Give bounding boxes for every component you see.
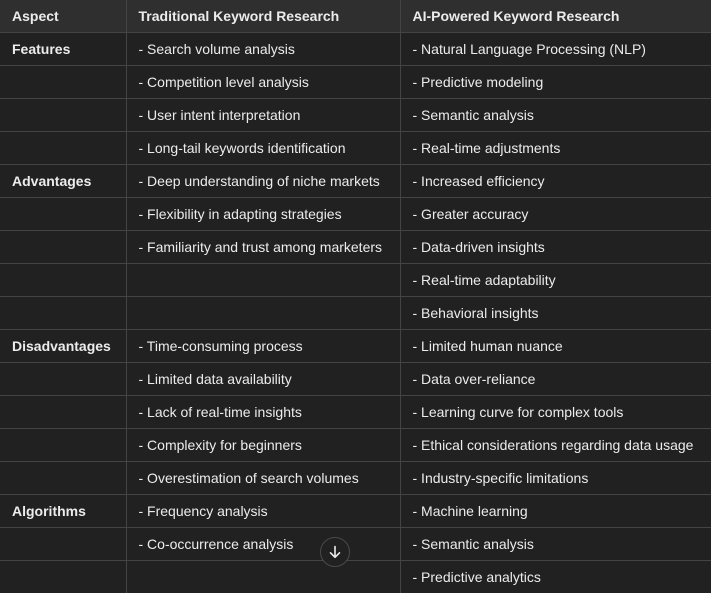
ai-powered-cell: - Increased efficiency xyxy=(400,164,711,197)
header-aspect: Aspect xyxy=(0,0,126,32)
traditional-cell: - Long-tail keywords identification xyxy=(126,131,400,164)
table-row xyxy=(0,197,711,230)
ai-powered-cell: - Limited human nuance xyxy=(400,329,711,362)
table-row xyxy=(0,527,711,560)
traditional-cell: - Limited data availability xyxy=(126,362,400,395)
table-row xyxy=(0,98,711,131)
traditional-cell: - Flexibility in adapting strategies xyxy=(126,197,400,230)
ai-powered-cell: - Data-driven insights xyxy=(400,230,711,263)
table-row xyxy=(0,329,711,362)
aspect-cell xyxy=(0,131,126,164)
header-traditional: Traditional Keyword Research xyxy=(126,0,400,32)
traditional-cell xyxy=(126,560,400,593)
traditional-cell: - Frequency analysis xyxy=(126,494,400,527)
table-row xyxy=(0,296,711,329)
header-ai-powered: AI-Powered Keyword Research xyxy=(400,0,711,32)
scroll-down-button[interactable] xyxy=(320,537,350,567)
aspect-cell: Disadvantages xyxy=(0,329,126,362)
aspect-cell xyxy=(0,263,126,296)
table-header-row xyxy=(0,0,711,32)
ai-powered-cell: - Machine learning xyxy=(400,494,711,527)
aspect-cell xyxy=(0,560,126,593)
aspect-cell xyxy=(0,65,126,98)
table-body xyxy=(0,32,711,593)
aspect-cell: Algorithms xyxy=(0,494,126,527)
table-row xyxy=(0,362,711,395)
aspect-cell xyxy=(0,428,126,461)
traditional-cell: - Complexity for beginners xyxy=(126,428,400,461)
traditional-cell: - Co-occurrence analysis xyxy=(126,527,400,560)
traditional-cell: - Familiarity and trust among marketers xyxy=(126,230,400,263)
aspect-cell: Advantages xyxy=(0,164,126,197)
aspect-cell xyxy=(0,461,126,494)
ai-powered-cell: - Natural Language Processing (NLP) xyxy=(400,32,711,65)
ai-powered-cell: - Greater accuracy xyxy=(400,197,711,230)
table-row xyxy=(0,65,711,98)
table-row xyxy=(0,32,711,65)
traditional-cell xyxy=(126,296,400,329)
traditional-cell: - Deep understanding of niche markets xyxy=(126,164,400,197)
aspect-cell xyxy=(0,230,126,263)
ai-powered-cell: - Ethical considerations regarding data usage xyxy=(400,428,711,461)
ai-powered-cell: - Behavioral insights xyxy=(400,296,711,329)
aspect-cell: Features xyxy=(0,32,126,65)
ai-powered-cell: - Semantic analysis xyxy=(400,527,711,560)
ai-powered-cell: - Predictive modeling xyxy=(400,65,711,98)
traditional-cell xyxy=(126,263,400,296)
traditional-cell: - User intent interpretation xyxy=(126,98,400,131)
traditional-cell: - Search volume analysis xyxy=(126,32,400,65)
ai-powered-cell: - Predictive analytics xyxy=(400,560,711,593)
table-row xyxy=(0,230,711,263)
ai-powered-cell: - Industry-specific limitations xyxy=(400,461,711,494)
table-row xyxy=(0,131,711,164)
table-row xyxy=(0,263,711,296)
aspect-cell xyxy=(0,395,126,428)
ai-powered-cell: - Data over-reliance xyxy=(400,362,711,395)
traditional-cell: - Overestimation of search volumes xyxy=(126,461,400,494)
traditional-cell: - Competition level analysis xyxy=(126,65,400,98)
ai-powered-cell: - Real-time adaptability xyxy=(400,263,711,296)
traditional-cell: - Time-consuming process xyxy=(126,329,400,362)
aspect-cell xyxy=(0,296,126,329)
table-row xyxy=(0,494,711,527)
table-row xyxy=(0,428,711,461)
ai-powered-cell: - Semantic analysis xyxy=(400,98,711,131)
aspect-cell xyxy=(0,98,126,131)
aspect-cell xyxy=(0,527,126,560)
table-row xyxy=(0,461,711,494)
ai-powered-cell: - Real-time adjustments xyxy=(400,131,711,164)
traditional-cell: - Lack of real-time insights xyxy=(126,395,400,428)
aspect-cell xyxy=(0,362,126,395)
aspect-cell xyxy=(0,197,126,230)
arrow-down-icon xyxy=(328,545,342,559)
table-row xyxy=(0,395,711,428)
table-row xyxy=(0,560,711,593)
ai-powered-cell: - Learning curve for complex tools xyxy=(400,395,711,428)
table-row xyxy=(0,164,711,197)
